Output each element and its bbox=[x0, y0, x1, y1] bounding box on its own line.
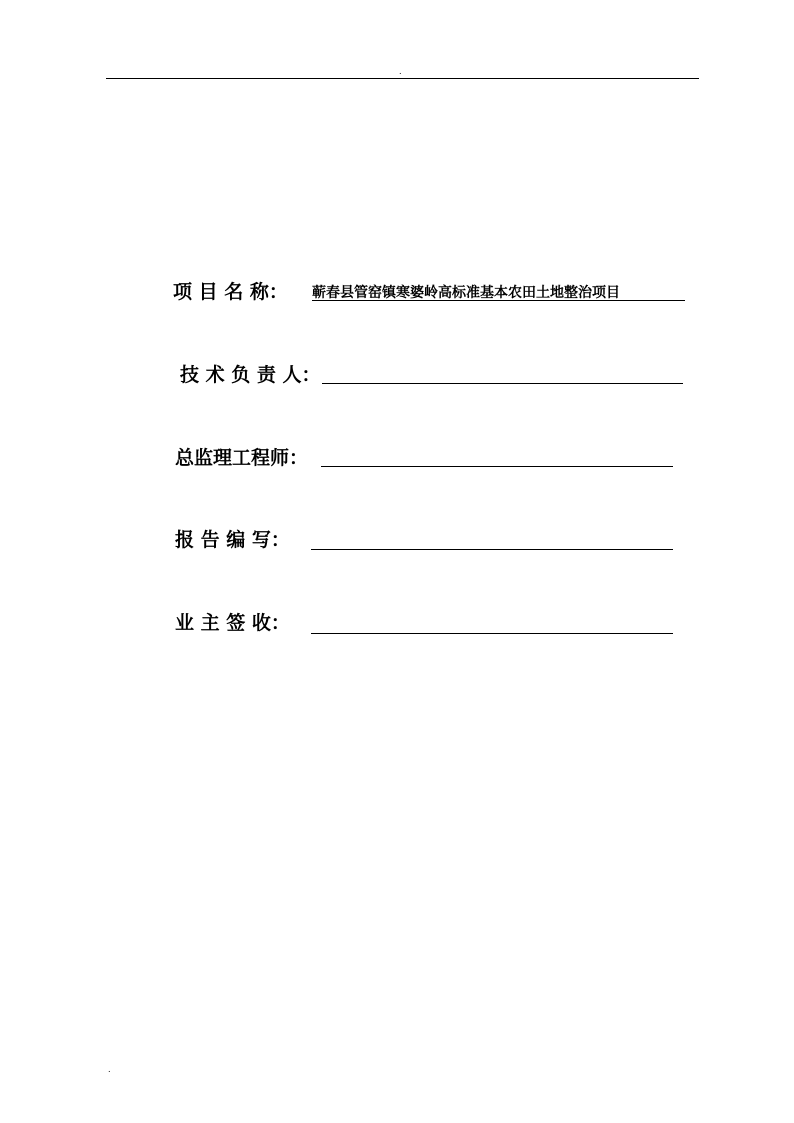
project-name-underline bbox=[312, 300, 685, 301]
chief-engineer-label: 总监理工程师： bbox=[175, 447, 309, 469]
chief-engineer-underline bbox=[321, 466, 673, 467]
report-writer-label: 报 告 编 写： bbox=[175, 529, 290, 551]
header-rule bbox=[106, 78, 699, 79]
header-mark: . bbox=[399, 67, 402, 76]
project-name-label: 项 目 名 称： bbox=[173, 281, 288, 303]
owner-sign-label: 业 主 签 收： bbox=[175, 612, 290, 634]
footer-mark: . bbox=[108, 1065, 111, 1074]
project-name-value: 蕲春县管窑镇寒婆岭高标准基本农田土地整治项目 bbox=[312, 285, 620, 301]
report-writer-underline bbox=[311, 549, 673, 550]
owner-sign-underline bbox=[311, 633, 673, 634]
tech-lead-label: 技 术 负 责 人： bbox=[180, 364, 321, 386]
tech-lead-underline bbox=[322, 383, 683, 384]
